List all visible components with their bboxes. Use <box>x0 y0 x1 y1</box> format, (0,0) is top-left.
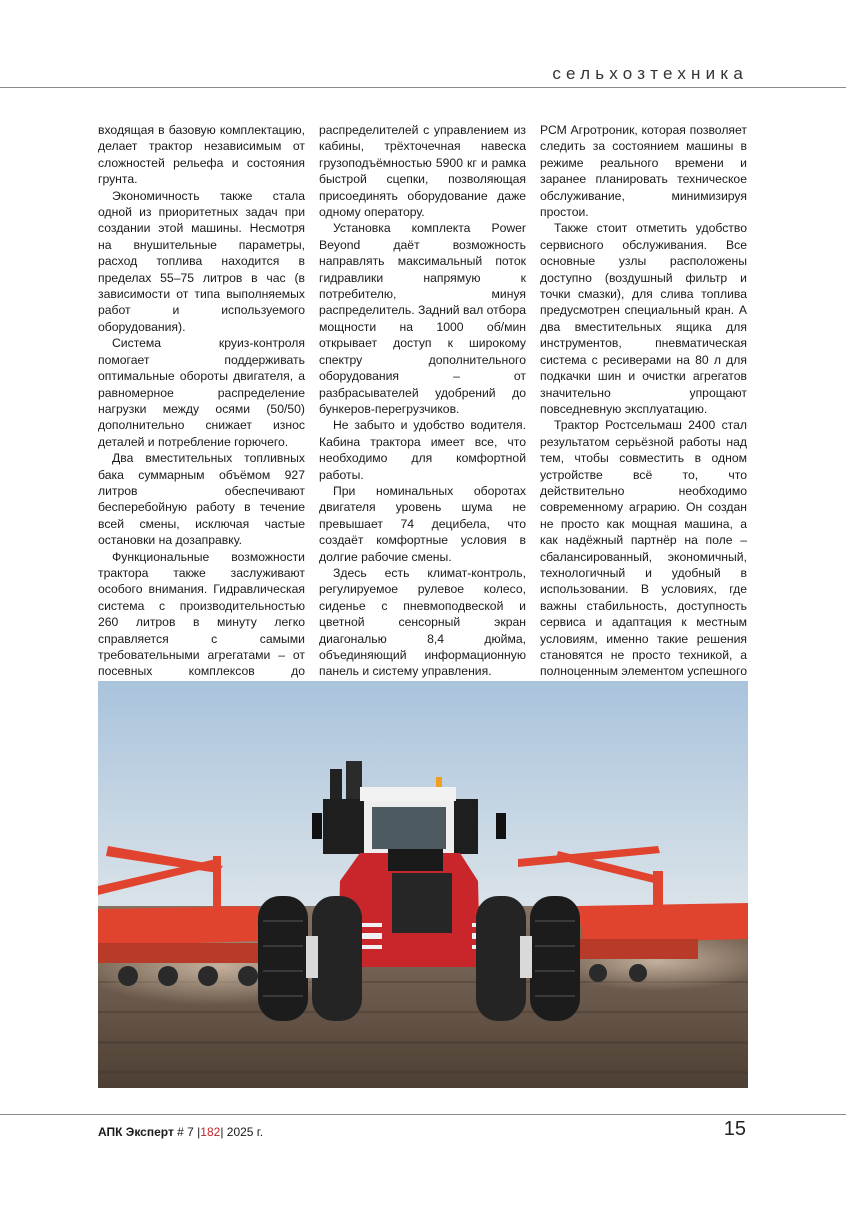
paragraph: распределителей с управлением из кабины, трёхточечная навеска грузоподъёмностью 5900 кг и рамка быстрой сцепки, позволяющая присоединять оборудование даже одному оператору. <box>319 123 526 220</box>
paragraph: Экономичность также стала одной из приоритетных задач при создании этой машины. Несмотря на внушительные параметры, расход топлива находится в пределах 55–75 литров в час (в зависимости от типа выполняемых работ и используемого оборудования). <box>98 188 305 334</box>
issue-prefix: # 7 | <box>173 1125 201 1139</box>
paragraph: Также стоит отметить удобство сервисного обслуживания. Все основные узлы расположены доступно (воздушный фильтр и точки смазки), для слива топлива предусмотрен специальный кран. А два вместительных ящика для инструментов, пневматическая система с ресиверами на 80 л для подкачки шин и очистки агрегатов значительно упрощают повседневную эксплуатацию. <box>540 221 747 416</box>
issue-suffix: | 2025 г. <box>220 1125 264 1139</box>
tractor-photo <box>98 681 748 1088</box>
paragraph: Система круиз-контроля помогает поддерживать оптимальные обороты двигателя, а равномерное распределение нагрузки между осями (50/50) дополнительно снижает износ деталей и потребление горючего. <box>98 336 305 449</box>
cab-window <box>372 807 446 849</box>
tractor-illustration <box>98 681 748 1088</box>
text-column-2 <box>319 122 526 745</box>
page-number: 15 <box>723 1118 746 1140</box>
issue-total: 182 <box>200 1125 221 1139</box>
cab-roof <box>360 787 456 801</box>
text-column-1 <box>98 122 305 729</box>
front-grille <box>392 873 452 933</box>
bottom-divider <box>0 1114 846 1115</box>
paragraph: Два вместительных топливных бака суммарным объёмом 927 литров обеспечивают бесперебойную работу в течение всей смены, исключая частые остановки на дозаправку. <box>98 451 305 548</box>
paragraph: Функциональные возможности трактора также заслуживают особого внимания. Гидравлическая система с производительностью 260 литров в минуту легко справляется с самыми требовательными агрегатами – от посевных комплексов до <box>98 549 305 679</box>
exhaust-pipe <box>330 769 342 804</box>
text-column-3 <box>540 122 747 696</box>
paragraph: Не забыто и удобство водителя. Кабина трактора имеет все, что необходимо для комфортной работы. <box>319 418 526 482</box>
paragraph: входящая в базовую комплектацию, делает трактор независимым от сложностей рельефа и состояния грунта. <box>98 123 305 187</box>
paragraph: Здесь есть климат-контроль, регулируемое рулевое колесо, сиденье с пневмоподвеской и цветной сенсорный экран диагональю 8,4 дюйма, объединяющий информационную панель и систему управления. <box>319 565 526 679</box>
section-title: сельхозтехника <box>552 64 748 83</box>
top-divider <box>0 87 846 88</box>
magazine-name: АПК Эксперт <box>98 1125 174 1139</box>
paragraph: Установка комплекта Power Beyond даёт возможность направлять максимальный поток гидравлики напрямую к потребителю, минуя распределитель. Задний вал отбора мощности на 1000 об/мин открывает доступ к широкому спектру дополнительного оборудования – от разбрасывателей удобрений до бункеров-перегрузчиков. <box>319 221 526 416</box>
paragraph: При номинальных оборотах двигателя уровень шума не превышает 74 децибела, что создаёт комфортные условия в долгие рабочие смены. <box>319 483 526 564</box>
footer-publication <box>98 1125 263 1139</box>
paragraph: Трактор Ростсельмаш 2400 стал результатом серьёзной работы над тем, чтобы совместить в одном устройстве всё то, что действительно необходимо современному аграрию. Он создан не просто как мощная машина, а как надёжный партнёр на поле – сбалансированный, экономичный, технологичный и удобный в использовании. В условиях, где важны стабильность, доступность сервиса и адаптация к местным условиям, именно такие решения становятся не просто техникой, а полноценным элементом успешного <box>540 418 747 679</box>
paragraph: РСМ Агротроник, которая позволяет следить за состоянием машины в режиме реального времени и заранее планировать техническое обслуживание, минимизируя простои. <box>540 123 747 220</box>
